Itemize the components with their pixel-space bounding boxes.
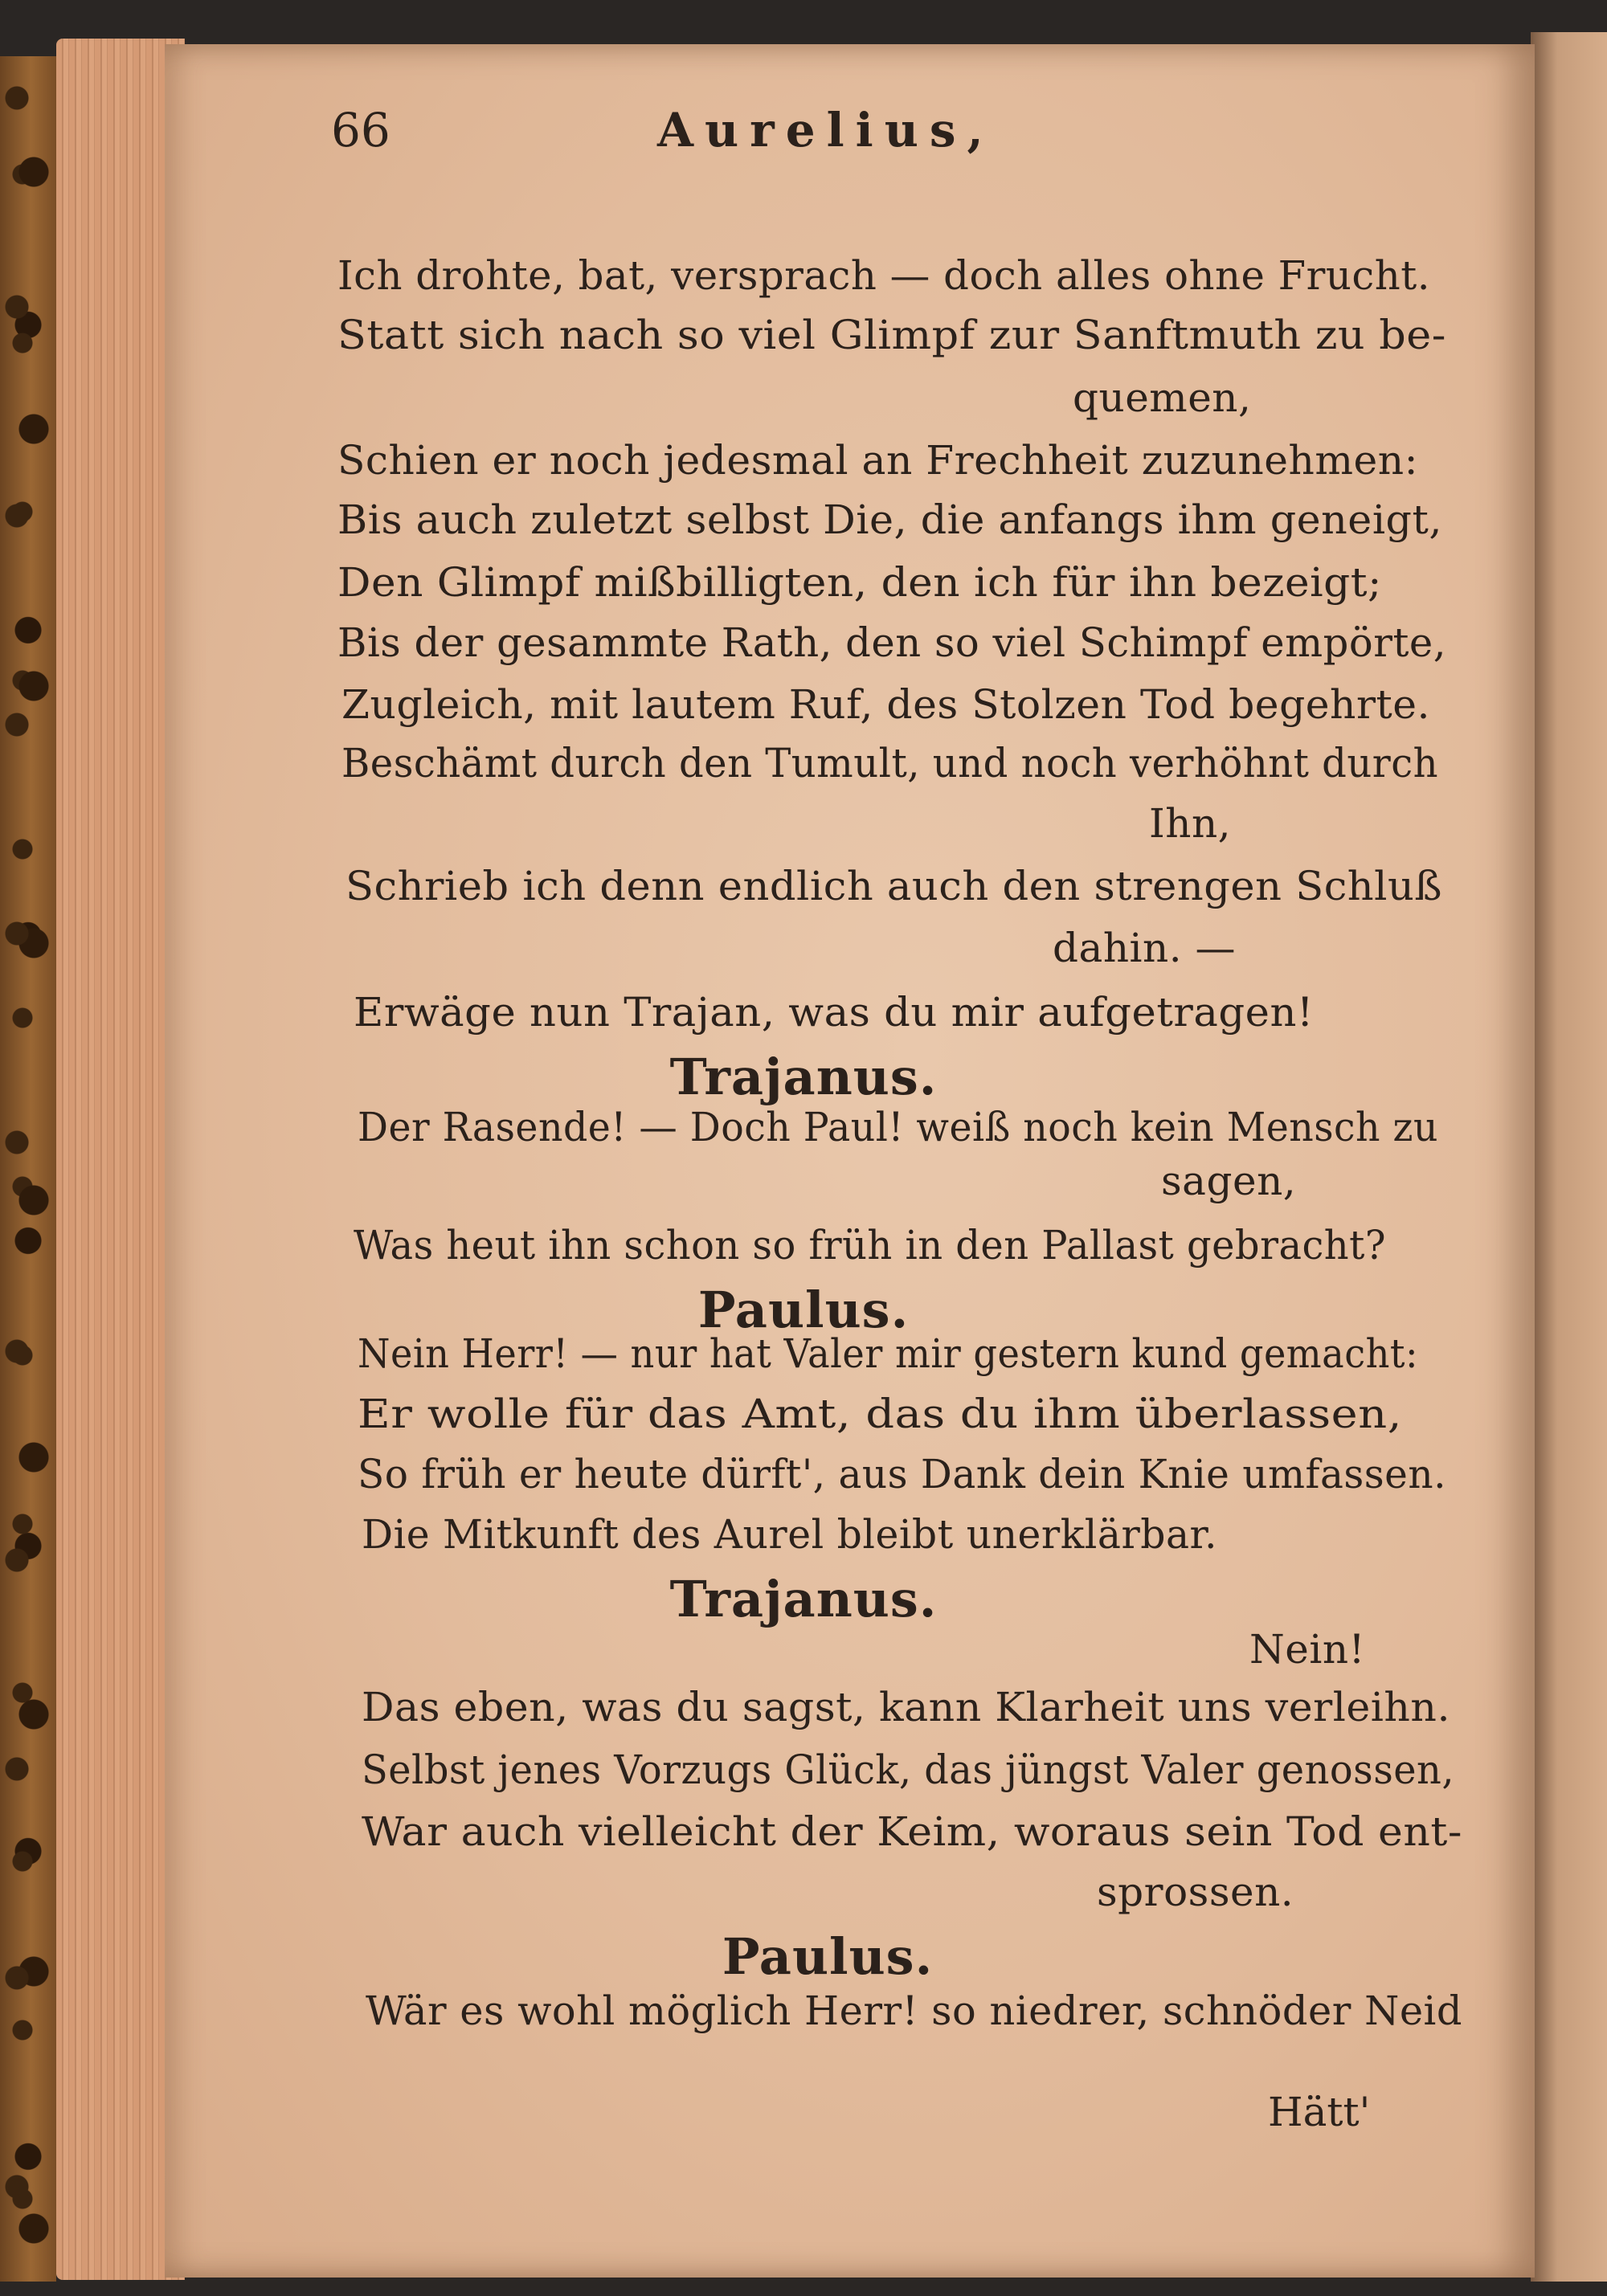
verse-line: Was heut ihn schon so früh in den Pallast gebracht? [354, 1222, 1386, 1269]
verse-line: Selbst jenes Vorzugs Glück, das jüngst Valer genossen, [362, 1747, 1454, 1793]
verse-line: Er wolle für das Amt, das du ihm überlassen, [358, 1391, 1402, 1437]
speaker-name: Trajanus. [669, 1570, 938, 1628]
page-number: 66 [331, 103, 391, 157]
catchword: Hätt' [1268, 2089, 1371, 2135]
turnover-line: sagen, [1161, 1158, 1297, 1204]
verse-line: War auch vielleicht der Keim, woraus sein Tod ent- [362, 1808, 1462, 1855]
verse-line: Ich drohte, bat, versprach — doch alles ohne Frucht. [337, 252, 1430, 299]
verse-line: Schien er noch jedesmal an Frechheit zuzunehmen: [337, 437, 1418, 484]
verse-line: Zugleich, mit lautem Ruf, des Stolzen Tod begehrte. [341, 681, 1430, 728]
running-title: Aurelius, [657, 103, 995, 157]
turnover-line: quemen, [1073, 374, 1252, 421]
turnover-line: sprossen. [1097, 1869, 1294, 1915]
verse-line: Beschämt durch den Tumult, und noch verhöhnt durch [341, 740, 1438, 786]
verse-line: Bis auch zuletzt selbst Die, die anfangs ihm geneigt, [337, 496, 1443, 543]
verse-line: Statt sich nach so viel Glimpf zur Sanftmuth zu be- [337, 312, 1446, 358]
verse-line: Schrieb ich denn endlich auch den strengen Schluß [346, 863, 1442, 909]
verse-line: Das eben, was du sagst, kann Klarheit uns verleihn. [362, 1684, 1450, 1730]
speaker-name: Trajanus. [669, 1048, 938, 1106]
book-cover-edge [0, 56, 56, 2282]
speaker-name: Paulus. [697, 1281, 910, 1339]
verse-line: Die Mitkunft des Aurel bleibt unerklärbar. [362, 1511, 1217, 1558]
verse-line: Den Glimpf mißbilligten, den ich für ihn bezeigt; [337, 559, 1382, 606]
verse-line: Der Rasende! — Doch Paul! weiß noch kein Mensch zu [358, 1104, 1438, 1150]
verse-line: Wär es wohl möglich Herr! so niedrer, schnöder Neid [366, 1988, 1462, 2034]
turnover-line: dahin. — [1053, 925, 1236, 971]
speaker-name: Paulus. [722, 1927, 934, 1986]
turnover-line: Nein! [1249, 1626, 1366, 1673]
verse-line: So früh er heute dürft', aus Dank dein Knie umfassen. [358, 1451, 1446, 1497]
facing-page-edge [1531, 32, 1607, 2282]
verse-line: Nein Herr! — nur hat Valer mir gestern kund gemacht: [358, 1330, 1418, 1377]
verse-line: Bis der gesammte Rath, den so viel Schimpf empörte, [337, 619, 1446, 666]
verse-line: Erwäge nun Trajan, was du mir aufgetragen! [354, 989, 1314, 1036]
turnover-line: Ihn, [1149, 800, 1232, 847]
